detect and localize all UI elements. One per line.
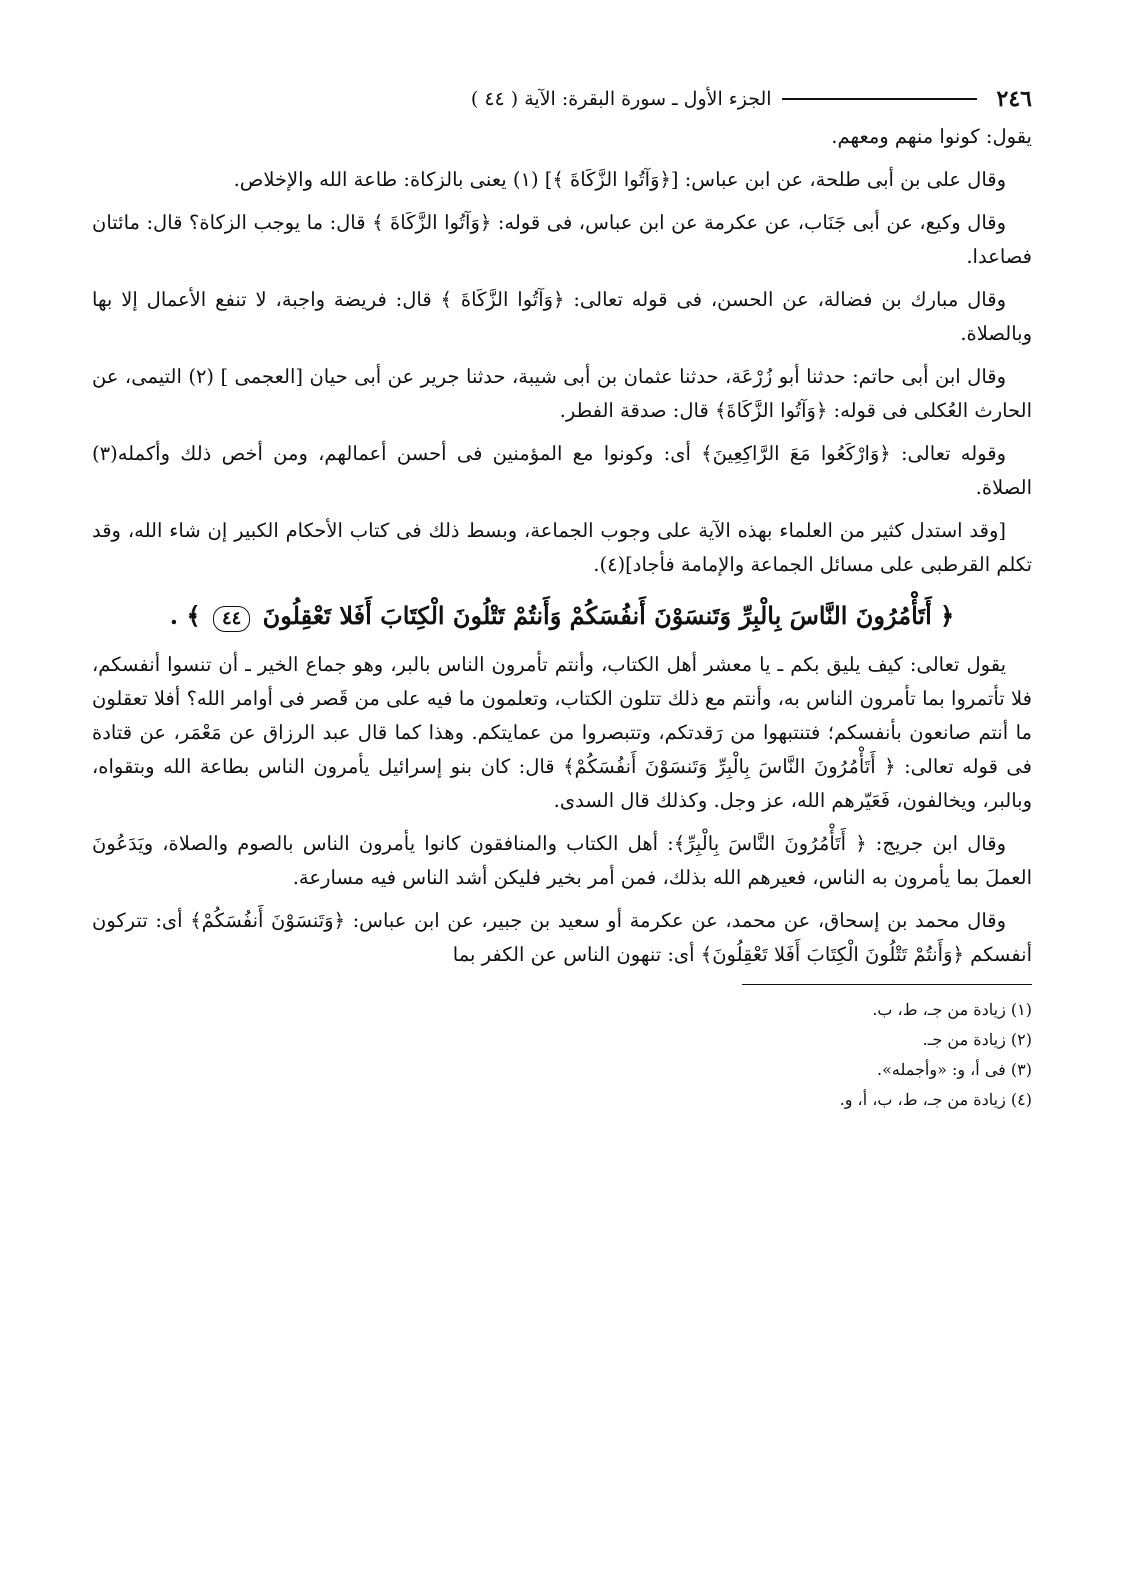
footnote-rule xyxy=(742,984,1032,985)
commentary-paragraph: وقال محمد بن إسحاق، عن محمد، عن عكرمة أو سعيد بن جبير، عن ابن عباس: ﴿وَتَنسَوْنَ أَنفُسَكُمْ﴾ أى: تتركون أنفسكم ﴿وَأَنتُمْ تَتْلُونَ الْكِتَابَ أَفَلا تَعْقِلُونَ﴾ أى: تنهون الناس عن الكفر بما xyxy=(92,909,1032,966)
verse-text: ﴿ أَتَأْمُرُونَ النَّاسَ بِالْبِرِّ وَتَنسَوْنَ أَنفُسَكُمْ وَأَنتُمْ تَتْلُونَ الْكِتَابَ أَفَلا تَعْقِلُونَ xyxy=(262,601,955,630)
paragraph: وقال مبارك بن فضالة، عن الحسن، فى قوله تعالى: ﴿وَآتُوا الزَّكَاةَ ﴾ قال: فريضة واجبة، لا تنفع الأعمال إلا بها وبالصلاة. xyxy=(92,288,1032,345)
main-text xyxy=(92,120,1032,972)
verse-number-badge: ٤٤ xyxy=(213,606,250,632)
footnote: (٣) فى أ، و: «وأجمله». xyxy=(877,1060,1032,1079)
footnote: (١) زيادة من جـ، ط، ب. xyxy=(872,1000,1032,1019)
commentary-paragraph: يقول تعالى: كيف يليق بكم ـ يا معشر أهل الكتاب، وأنتم تأمرون الناس بالبر، وهو جماع الخير ـ أن تنسوا أنفسكم، فلا تأتمروا بما تأمرون الناس به، وأنتم مع ذلك تتلون الكتاب، وتعلمون ما فيه على من قَصر فى أوامر الله؟ أفلا تعقلون ما أنتم صانعون بأنفسكم؛ فتنتبهوا من رَقدتكم، وتتبصروا من عمايتكم. وهذا كما قال عبد الرزاق عن مَعْمَر، عن قتادة فى قوله تعالى: ﴿ أَتَأْمُرُونَ النَّاسَ بِالْبِرِّ وَتَنسَوْنَ أَنفُسَكُمْ﴾ قال: كان بنو إسرائيل يأمرون الناس بطاعة الله وبتقواه، وبالبر، ويخالفون، فَعَيّرهم الله، عز وجل. وكذلك قال السدى. xyxy=(92,653,1032,812)
paragraph: وقال وكيع، عن أبى جَنَاب، عن عكرمة عن ابن عباس، فى قوله: ﴿وَآتُوا الزَّكَاةَ ﴾ قال: ما يوجب الزكاة؟ قال: مائتان فصاعدا. xyxy=(92,211,1032,268)
footnote: (٤) زيادة من جـ، ط، ب، أ، و. xyxy=(839,1090,1032,1109)
paragraph: وقوله تعالى: ﴿وَارْكَعُوا مَعَ الرَّاكِعِينَ﴾ أى: وكونوا مع المؤمنين فى أحسن أعمالهم، ومن أخص ذلك وأكمله(٣) الصلاة. xyxy=(92,442,1032,499)
running-title: الجزء الأول ـ سورة البقرة: الآية ( ٤٤ ) xyxy=(470,88,772,110)
paragraph: وقال ابن أبى حاتم: حدثنا أبو زُرْعَة، حدثنا عثمان بن أبى شيبة، حدثنا جرير عن أبى حيان [العجمى ] (٢) التيمى، عن الحارث العُكلى فى قوله: ﴿وَآتُوا الزَّكَاةَ﴾ قال: صدقة الفطر. xyxy=(92,365,1032,422)
commentary-paragraph: وقال ابن جريج: ﴿ أَتَأْمُرُونَ النَّاسَ بِالْبِرِّ﴾: أهل الكتاب والمنافقون كانوا يأمرون الناس بالصوم والصلاة، ويَدَعُونَ العملَ بما يأمرون به الناس، فعيرهم الله بذلك، فمن أمر بخير فليكن أشد الناس فيه مسارعة. xyxy=(92,832,1032,889)
page-header xyxy=(92,78,1032,120)
verse-heading xyxy=(92,596,1032,636)
verse-closing: ﴾ . xyxy=(169,601,201,630)
paragraph: [وقد استدل كثير من العلماء بهذه الآية على وجوب الجماعة، وبسط ذلك فى كتاب الأحكام الكبير إن شاء الله، وقد تكلم القرطبى على مسائل الجماعة والإمامة فأجاد](٤). xyxy=(92,519,1032,576)
footnote: (٢) زيادة من جـ. xyxy=(922,1030,1032,1049)
footnotes xyxy=(92,995,1032,1115)
page-number: ٢٤٦ xyxy=(996,86,1032,112)
header-rule xyxy=(782,98,977,100)
book-page xyxy=(92,78,1032,1548)
paragraph: وقال على بن أبى طلحة، عن ابن عباس: [﴿وَآتُوا الزَّكَاةَ ﴾] (١) يعنى بالزكاة: طاعة الله والإخلاص. xyxy=(233,168,1006,191)
paragraph: يقول: كونوا منهم ومعهم. xyxy=(831,125,1032,148)
